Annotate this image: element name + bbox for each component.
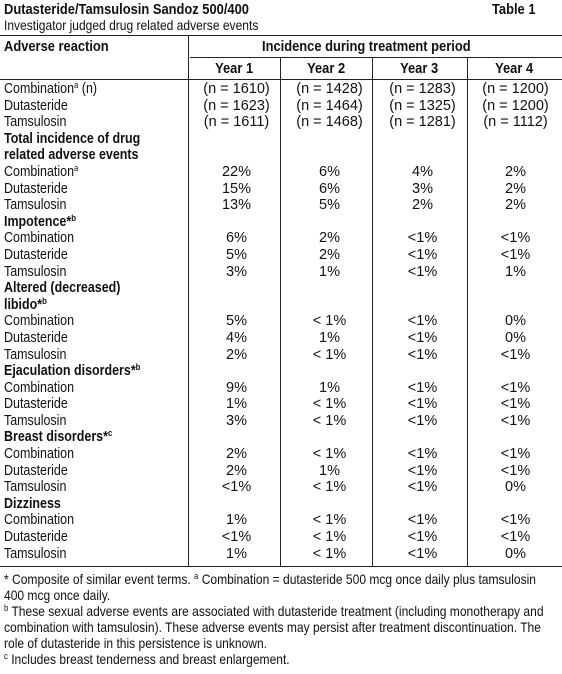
value-cell xyxy=(283,297,376,314)
value-cell: (n = 1200) xyxy=(482,97,549,114)
value-cell: <1% xyxy=(500,246,531,263)
value-cell: <1% xyxy=(500,529,531,546)
value-cell xyxy=(190,496,283,513)
value-cell: <1% xyxy=(407,446,438,463)
year-header: Year 1 xyxy=(214,60,254,77)
value-cell xyxy=(190,429,283,446)
value-cell: <1% xyxy=(500,396,531,413)
value-cell xyxy=(376,131,469,148)
value-cell xyxy=(376,214,469,231)
table-row xyxy=(0,114,562,131)
value-cell xyxy=(469,496,562,513)
value-cell: (n = 1325) xyxy=(389,97,456,114)
incidence-period-header: Incidence during treatment period xyxy=(262,38,471,55)
row-label: Tamsulosin xyxy=(4,197,67,214)
value-cell: 1% xyxy=(319,263,340,280)
year-header: Year 3 xyxy=(400,60,439,77)
value-cell xyxy=(283,429,376,446)
value-cell xyxy=(283,363,376,380)
value-cell xyxy=(283,214,376,231)
year-header: Year 2 xyxy=(306,60,346,77)
value-cell: <1% xyxy=(221,529,252,546)
value-cell: <1% xyxy=(500,446,531,463)
adverse-events-table xyxy=(0,81,562,562)
value-cell xyxy=(190,214,283,231)
value-cell: 1% xyxy=(226,512,247,529)
row-label: Dutasteride xyxy=(4,462,68,479)
value-cell xyxy=(190,363,283,380)
value-cell: <1% xyxy=(500,412,531,429)
section-label: Breast disorders*$^c$ xyxy=(4,428,113,446)
value-cell: <1% xyxy=(407,529,438,546)
value-cell: (n = 1281) xyxy=(389,114,456,131)
section-header-row xyxy=(0,131,562,148)
value-cell: <1% xyxy=(500,512,531,529)
rule-period xyxy=(190,57,562,58)
value-cell xyxy=(376,496,469,513)
section-header-row xyxy=(0,496,562,513)
value-cell: (n = 1464) xyxy=(296,97,363,114)
value-cell xyxy=(469,131,562,148)
row-label: Dutasteride xyxy=(4,396,68,413)
footnotes xyxy=(4,571,560,667)
section-header-row xyxy=(0,297,562,314)
table-header xyxy=(0,0,562,34)
value-cell: <1% xyxy=(407,246,438,263)
table-row xyxy=(0,529,562,546)
table-label: Table 1 xyxy=(492,1,536,18)
value-cell: (n = 1428) xyxy=(296,81,363,97)
table-row xyxy=(0,230,562,247)
value-cell: 0% xyxy=(505,313,526,330)
row-label: Tamsulosin xyxy=(4,346,67,363)
value-cell: < 1% xyxy=(312,313,347,330)
value-cell: 22% xyxy=(221,163,252,180)
table-row xyxy=(0,463,562,480)
row-label: Tamsulosin xyxy=(4,479,67,496)
value-cell: 4% xyxy=(412,163,433,180)
table-row xyxy=(0,313,562,330)
section-label: Ejaculation disorders*$^b$ xyxy=(4,362,141,380)
value-cell: 13% xyxy=(221,197,252,214)
value-cell: 2% xyxy=(319,230,340,247)
row-label: Tamsulosin xyxy=(4,412,67,429)
section-label: libido*$^b$ xyxy=(4,295,47,313)
value-cell: 3% xyxy=(226,412,247,429)
value-cell: <1% xyxy=(407,230,438,247)
value-cell: <1% xyxy=(407,479,438,496)
table-row xyxy=(0,197,562,214)
value-cell: 2% xyxy=(226,446,247,463)
section-label: Total incidence of drug xyxy=(4,130,141,147)
value-cell: 3% xyxy=(412,180,433,197)
row-label: Combination xyxy=(4,512,75,529)
value-cell: 2% xyxy=(319,246,340,263)
value-cell xyxy=(190,147,283,164)
section-label: Altered (decreased) xyxy=(4,280,121,297)
value-cell: < 1% xyxy=(312,412,347,429)
row-label: Tamsulosin xyxy=(4,114,67,131)
table-row xyxy=(0,181,562,198)
value-cell: <1% xyxy=(407,512,438,529)
row-label: Combination$^a$ xyxy=(4,162,79,180)
value-cell: 6% xyxy=(319,180,340,197)
value-cell: 0% xyxy=(505,479,526,496)
value-cell: < 1% xyxy=(312,512,347,529)
value-cell: 1% xyxy=(226,396,247,413)
table-row xyxy=(0,446,562,463)
row-label: Tamsulosin xyxy=(4,545,67,562)
rule-top xyxy=(0,35,562,36)
table-body xyxy=(0,81,562,562)
footnote-c: $^c$ Includes breast tenderness and breast enlargement. xyxy=(4,651,290,667)
value-cell: <1% xyxy=(407,346,438,363)
value-cell xyxy=(376,147,469,164)
row-label: Dutasteride xyxy=(4,97,68,114)
table-subtitle: Investigator judged drug related adverse events xyxy=(4,17,259,33)
value-cell: < 1% xyxy=(312,545,347,562)
value-cell: <1% xyxy=(407,462,438,479)
section-header-row xyxy=(0,429,562,446)
year-header: Year 4 xyxy=(495,60,534,77)
rule-years xyxy=(0,79,562,80)
table-row xyxy=(0,396,562,413)
row-label: Dutasteride xyxy=(4,529,68,546)
value-cell: (n = 1623) xyxy=(203,97,270,114)
value-cell xyxy=(469,214,562,231)
value-cell: 5% xyxy=(226,246,247,263)
value-cell: (n = 1200) xyxy=(482,81,549,97)
value-cell: 6% xyxy=(319,163,340,180)
row-label: Combination xyxy=(4,379,75,396)
table-row xyxy=(0,264,562,281)
value-cell: 4% xyxy=(226,329,247,346)
value-cell: (n = 1112) xyxy=(483,114,548,131)
value-cell xyxy=(283,147,376,164)
value-cell: 1% xyxy=(505,263,526,280)
table-row xyxy=(0,413,562,430)
value-cell: <1% xyxy=(407,545,438,562)
table-row xyxy=(0,164,562,181)
value-cell: (n = 1468) xyxy=(296,114,363,131)
value-cell: <1% xyxy=(221,479,252,496)
value-cell xyxy=(376,363,469,380)
value-cell: <1% xyxy=(407,263,438,280)
value-cell: <1% xyxy=(407,313,438,330)
section-header-row xyxy=(0,214,562,231)
table-row xyxy=(0,330,562,347)
value-cell xyxy=(283,131,376,148)
value-cell: <1% xyxy=(500,230,531,247)
value-cell: < 1% xyxy=(312,529,347,546)
value-cell: 5% xyxy=(226,313,247,330)
value-cell xyxy=(283,496,376,513)
value-cell: 2% xyxy=(505,180,526,197)
value-cell: 2% xyxy=(412,197,433,214)
table-row xyxy=(0,98,562,115)
table-row xyxy=(0,81,562,98)
adverse-reaction-header: Adverse reaction xyxy=(4,38,109,55)
table-row xyxy=(0,512,562,529)
value-cell: 6% xyxy=(226,230,247,247)
value-cell: < 1% xyxy=(312,446,347,463)
value-cell: 1% xyxy=(319,379,340,396)
value-cell: 2% xyxy=(226,462,247,479)
value-cell xyxy=(190,297,283,314)
value-cell: <1% xyxy=(407,412,438,429)
value-cell: 15% xyxy=(221,180,252,197)
value-cell xyxy=(469,429,562,446)
value-cell xyxy=(469,147,562,164)
section-header-row xyxy=(0,363,562,380)
value-cell xyxy=(376,429,469,446)
section-header-row xyxy=(0,280,562,297)
value-cell: <1% xyxy=(500,346,531,363)
footnote-b: $^b$ These sexual adverse events are associated with dutasteride treatment (including monotherapy and combination with tamsulosin). These adverse events may persist after treatment discontinuation. The role of dutasteride in this persistence is unknown. xyxy=(4,603,544,651)
rule-bottom xyxy=(0,566,562,567)
value-cell xyxy=(376,280,469,297)
value-cell: 5% xyxy=(319,197,340,214)
value-cell xyxy=(469,297,562,314)
section-header-row xyxy=(0,147,562,164)
value-cell xyxy=(190,280,283,297)
value-cell: <1% xyxy=(407,329,438,346)
value-cell: (n = 1610) xyxy=(203,81,270,97)
value-cell xyxy=(469,280,562,297)
value-cell: 2% xyxy=(226,346,247,363)
value-cell: (n = 1283) xyxy=(389,81,456,97)
value-cell: < 1% xyxy=(312,479,347,496)
section-label: Impotence*$^b$ xyxy=(4,212,76,230)
table-row xyxy=(0,347,562,364)
value-cell: < 1% xyxy=(312,346,347,363)
row-label: Combination xyxy=(4,313,75,330)
value-cell: 0% xyxy=(505,329,526,346)
value-cell: <1% xyxy=(407,396,438,413)
value-cell: (n = 1611) xyxy=(203,114,270,131)
row-label: Dutasteride xyxy=(4,246,68,263)
row-label: Combination xyxy=(4,446,75,463)
table-row xyxy=(0,247,562,264)
table-row xyxy=(0,380,562,397)
value-cell: <1% xyxy=(500,379,531,396)
row-label: Combination xyxy=(4,230,75,247)
value-cell: 2% xyxy=(505,197,526,214)
value-cell xyxy=(283,280,376,297)
value-cell: 0% xyxy=(505,545,526,562)
value-cell xyxy=(376,297,469,314)
value-cell: 1% xyxy=(226,545,247,562)
row-label: Dutasteride xyxy=(4,180,68,197)
value-cell: 1% xyxy=(319,462,340,479)
value-cell: 2% xyxy=(505,163,526,180)
table-row xyxy=(0,546,562,563)
value-cell: <1% xyxy=(500,462,531,479)
row-label: Tamsulosin xyxy=(4,263,67,280)
value-cell xyxy=(469,363,562,380)
section-label: related adverse events xyxy=(4,147,139,164)
value-cell xyxy=(190,131,283,148)
document-title: Dutasteride/Tamsulosin Sandoz 500/400 xyxy=(4,1,249,18)
row-label: Combination$^a$ (n) xyxy=(4,80,98,97)
value-cell: <1% xyxy=(407,379,438,396)
value-cell: 9% xyxy=(226,379,247,396)
value-cell: 3% xyxy=(226,263,247,280)
section-label: Dizziness xyxy=(4,495,61,512)
value-cell: < 1% xyxy=(312,396,347,413)
value-cell: 1% xyxy=(319,329,340,346)
footnote-star-a: * Composite of similar event terms. $^a$ Combination = dutasteride 500 mcg once daily plus tamsulosin 400 mcg once daily. xyxy=(4,571,536,603)
row-label: Dutasteride xyxy=(4,329,68,346)
table-row xyxy=(0,479,562,496)
